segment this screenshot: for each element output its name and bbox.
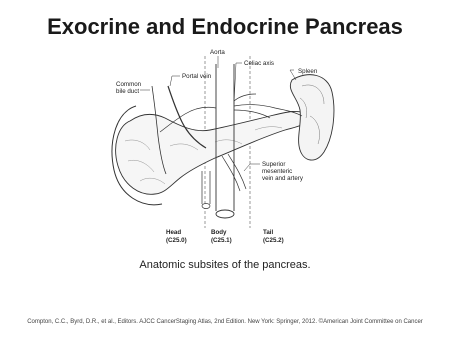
subsite-body-name: Body — [211, 229, 227, 236]
citation-text: Compton, C.C., Byrd, D.R., et al., Editors. AJCC CancerStaging Atlas, 2nd Edition. New York: Springer, 2012. ©American Joint Committee on Cancer — [27, 319, 423, 325]
mesenteric-vessels — [202, 154, 246, 209]
aorta-label: Aorta — [210, 49, 225, 56]
smv-label-line3: vein and artery — [262, 175, 303, 182]
slide-title: Exocrine and Endocrine Pancreas — [47, 14, 403, 39]
subsite-head-code: (C25.0) — [166, 237, 187, 244]
smv-label-line1: Superior — [262, 161, 286, 168]
celiac-axis-label: Celiac axis — [244, 60, 274, 67]
subsite-tail-name: Tail — [263, 229, 274, 236]
spleen-label: Spleen — [298, 68, 318, 75]
figure-caption: Anatomic subsites of the pancreas. — [139, 259, 311, 271]
subsite-body-code: (C25.1) — [211, 237, 232, 244]
common-bile-duct-label-line2: bile duct — [116, 88, 140, 95]
portal-vein-label: Portal vein — [182, 73, 212, 80]
subsite-head-name: Head — [166, 229, 182, 236]
smv-label-line2: mesenteric — [262, 168, 293, 175]
pancreas-diagram — [110, 46, 340, 256]
subsite-tail-code: (C25.2) — [263, 237, 284, 244]
common-bile-duct-label-line1: Common — [116, 81, 142, 88]
